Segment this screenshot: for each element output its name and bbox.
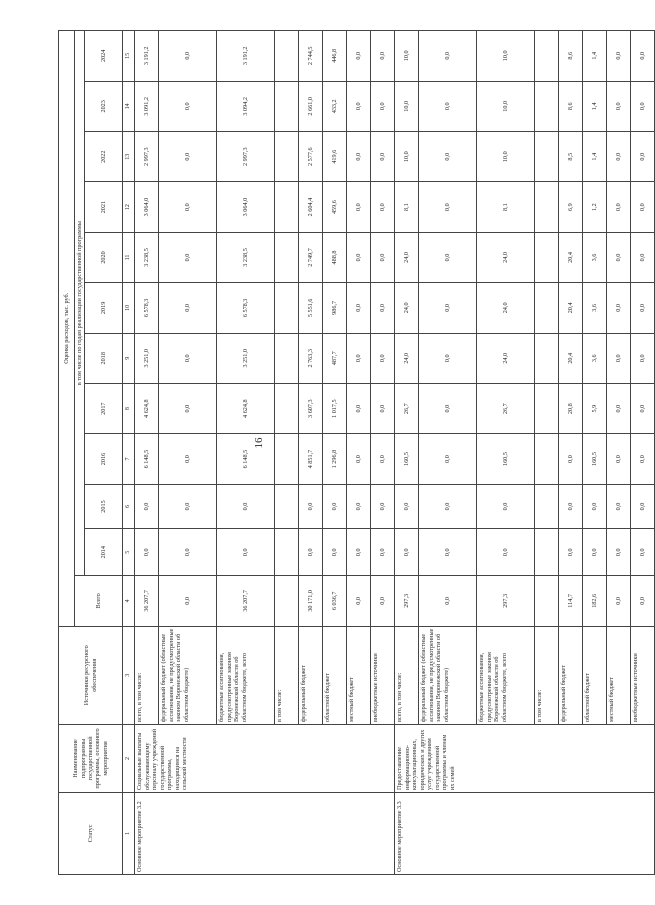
header-year-8: 2022 — [85, 132, 123, 182]
total-cell: 30 171,0 — [299, 576, 323, 626]
funding-source-cell: внебюджетные источники — [631, 626, 655, 724]
value-cell — [535, 31, 559, 82]
header-program-name: Наименование подпрограммы государственной программы, основного мероприятия — [59, 724, 123, 792]
value-cell: 0,0 — [347, 434, 371, 484]
column-index-2: 3 — [123, 626, 135, 724]
header-funding-source: Источники ресурсного обеспечения — [59, 626, 123, 724]
column-index-6: 7 — [123, 434, 135, 484]
value-cell: 0,0 — [607, 283, 631, 333]
value-cell: 0,0 — [419, 283, 477, 333]
value-cell: 0,0 — [607, 132, 631, 182]
value-cell: 0,0 — [631, 283, 655, 333]
value-cell: 2 577,6 — [299, 132, 323, 182]
document-table-wrapper — [58, 30, 647, 875]
value-cell: 0,0 — [135, 484, 159, 529]
status-cell: Основное мероприятие 3.3 — [395, 792, 655, 874]
value-cell: 8,6 — [559, 81, 583, 131]
value-cell: 6 148,5 — [135, 434, 159, 484]
column-index-4: 5 — [123, 529, 135, 576]
value-cell: 0,0 — [607, 383, 631, 433]
value-cell — [275, 333, 299, 383]
value-cell: 3 191,2 — [217, 31, 275, 82]
column-index-0: 1 — [123, 792, 135, 874]
page-number: 16 — [253, 437, 265, 449]
value-cell: 0,0 — [159, 383, 217, 433]
value-cell: 0,0 — [347, 232, 371, 282]
value-cell: 0,0 — [419, 232, 477, 282]
value-cell: 24,0 — [477, 333, 535, 383]
value-cell: 0,0 — [607, 31, 631, 82]
value-cell: 433,2 — [323, 81, 347, 131]
value-cell: 2 749,7 — [299, 232, 323, 282]
header-year-3: 2017 — [85, 383, 123, 433]
funding-source-cell: местный бюджет — [347, 626, 371, 724]
value-cell — [275, 434, 299, 484]
value-cell — [535, 232, 559, 282]
value-cell: 0,0 — [631, 333, 655, 383]
value-cell: 0,0 — [159, 81, 217, 131]
value-cell: 3 607,3 — [299, 383, 323, 433]
funding-source-cell: федеральный бюджет (областные ассигнования, не предусмотренные законом Воронежской области об областном бюджете) — [159, 626, 217, 724]
funding-source-cell: в том числе: — [535, 626, 559, 724]
value-cell: 0,0 — [631, 31, 655, 82]
value-cell: 20,4 — [559, 232, 583, 282]
value-cell: 0,0 — [299, 484, 323, 529]
value-cell: 0,0 — [419, 31, 477, 82]
value-cell: 0,0 — [607, 434, 631, 484]
value-cell: 26,7 — [477, 383, 535, 433]
value-cell: 1,2 — [583, 182, 607, 232]
value-cell: 20,8 — [559, 383, 583, 433]
header-year-6: 2020 — [85, 232, 123, 282]
value-cell: 160,5 — [395, 434, 419, 484]
value-cell — [275, 182, 299, 232]
value-cell: 2 763,3 — [299, 333, 323, 383]
value-cell — [535, 132, 559, 182]
value-cell: 1 296,8 — [323, 434, 347, 484]
value-cell: 20,4 — [559, 283, 583, 333]
header-expenses-group: Оценка расходов, тыс. руб. — [59, 31, 75, 627]
total-cell: 6 036,7 — [323, 576, 347, 626]
value-cell: 5 551,6 — [299, 283, 323, 333]
total-cell: 36 207,7 — [217, 576, 275, 626]
header-year-7: 2021 — [85, 182, 123, 232]
value-cell: 0,0 — [419, 434, 477, 484]
program-name-cell: Предоставление информационно-консультационных, юридических и других услуг учреждениям государственной программы и членам их семей — [395, 724, 655, 792]
total-cell: 0,0 — [159, 576, 217, 626]
value-cell: 0,0 — [323, 484, 347, 529]
total-cell: 114,7 — [559, 576, 583, 626]
value-cell: 0,0 — [607, 182, 631, 232]
column-index-7: 8 — [123, 383, 135, 433]
header-total: Всего — [75, 576, 123, 626]
value-cell: 0,0 — [607, 484, 631, 529]
funding-source-cell: всего, в том числе: — [395, 626, 419, 724]
column-index-9: 10 — [123, 283, 135, 333]
value-cell: 6,9 — [559, 182, 583, 232]
funding-source-cell: федеральный бюджет — [559, 626, 583, 724]
value-cell: 3 091,2 — [135, 81, 159, 131]
value-cell: 3 191,2 — [135, 31, 159, 82]
value-cell: 0,0 — [371, 529, 395, 576]
value-cell: 0,0 — [371, 81, 395, 131]
value-cell: 419,6 — [323, 132, 347, 182]
value-cell: 0,0 — [607, 529, 631, 576]
value-cell: 0,0 — [419, 81, 477, 131]
value-cell: 0,0 — [419, 383, 477, 433]
total-cell: 297,3 — [395, 576, 419, 626]
value-cell: 0,0 — [419, 182, 477, 232]
funding-source-cell: федеральный бюджет (областные ассигнования, не предусмотренные законом Воронежской области об областном бюджете) — [419, 626, 477, 724]
value-cell: 3 064,0 — [217, 182, 275, 232]
value-cell: 0,0 — [135, 529, 159, 576]
value-cell: 0,0 — [371, 132, 395, 182]
value-cell: 160,5 — [583, 434, 607, 484]
total-cell: 36 207,7 — [135, 576, 159, 626]
total-cell: 0,0 — [631, 576, 655, 626]
column-index-3: 4 — [123, 576, 135, 626]
value-cell: 0,0 — [371, 484, 395, 529]
value-cell: 4 624,8 — [217, 383, 275, 433]
value-cell: 10,0 — [395, 31, 419, 82]
funding-source-cell: в том числе: — [275, 626, 299, 724]
value-cell: 0,0 — [631, 484, 655, 529]
value-cell: 0,0 — [607, 333, 631, 383]
total-cell — [535, 576, 559, 626]
funding-source-cell: бюджетные ассигнования, предусмотренные законом Воронежской области об областном бюджете, всего — [217, 626, 275, 724]
value-cell: 3,6 — [583, 333, 607, 383]
value-cell: 24,0 — [395, 333, 419, 383]
value-cell — [535, 484, 559, 529]
value-cell: 6 578,3 — [135, 283, 159, 333]
value-cell: 0,0 — [371, 333, 395, 383]
value-cell: 0,0 — [559, 484, 583, 529]
value-cell: 0,0 — [217, 529, 275, 576]
value-cell: 1,4 — [583, 132, 607, 182]
column-index-12: 13 — [123, 132, 135, 182]
value-cell: 459,6 — [323, 182, 347, 232]
value-cell — [535, 182, 559, 232]
value-cell: 0,0 — [371, 283, 395, 333]
total-cell: 297,3 — [477, 576, 535, 626]
header-year-4: 2018 — [85, 333, 123, 383]
value-cell: 3 238,5 — [135, 232, 159, 282]
value-cell: 0,0 — [347, 283, 371, 333]
value-cell: 487,7 — [323, 333, 347, 383]
value-cell: 8,1 — [477, 182, 535, 232]
value-cell — [275, 529, 299, 576]
value-cell: 0,0 — [419, 333, 477, 383]
value-cell: 10,0 — [395, 81, 419, 131]
value-cell: 0,0 — [347, 31, 371, 82]
value-cell: 4 851,7 — [299, 434, 323, 484]
value-cell: 0,0 — [631, 232, 655, 282]
total-cell: 0,0 — [371, 576, 395, 626]
value-cell: 0,0 — [217, 484, 275, 529]
value-cell — [275, 232, 299, 282]
total-cell: 182,6 — [583, 576, 607, 626]
value-cell: 0,0 — [159, 283, 217, 333]
value-cell — [275, 383, 299, 433]
funding-source-cell: областной бюджет — [583, 626, 607, 724]
value-cell: 10,0 — [477, 31, 535, 82]
value-cell: 3,6 — [583, 283, 607, 333]
value-cell — [535, 283, 559, 333]
value-cell: 160,5 — [477, 434, 535, 484]
header-expenses-subgroup: в том числе по годам реализации государственной программы — [75, 31, 85, 576]
value-cell: 0,0 — [347, 383, 371, 433]
header-year-1: 2015 — [85, 484, 123, 529]
value-cell: 0,0 — [631, 383, 655, 433]
value-cell: 0,0 — [159, 132, 217, 182]
funding-source-cell: бюджетные ассигнования, предусмотренные законом Воронежской области об областном бюджете, всего — [477, 626, 535, 724]
value-cell: 8,1 — [395, 182, 419, 232]
value-cell: 1 017,5 — [323, 383, 347, 433]
value-cell: 0,0 — [607, 232, 631, 282]
value-cell: 0,0 — [631, 132, 655, 182]
value-cell: 0,0 — [371, 383, 395, 433]
table-row — [395, 31, 419, 875]
value-cell: 0,0 — [419, 484, 477, 529]
value-cell: 3 238,5 — [217, 232, 275, 282]
value-cell: 10,0 — [477, 132, 535, 182]
status-cell: Основное мероприятие 3.2 — [135, 792, 395, 874]
value-cell: 2 604,4 — [299, 182, 323, 232]
value-cell: 5,9 — [583, 383, 607, 433]
value-cell: 0,0 — [583, 484, 607, 529]
value-cell: 0,0 — [419, 132, 477, 182]
value-cell: 0,0 — [607, 81, 631, 131]
funding-source-cell: областной бюджет — [323, 626, 347, 724]
header-year-10: 2024 — [85, 31, 123, 82]
value-cell: 6 578,3 — [217, 283, 275, 333]
header-status: Статус — [59, 792, 123, 874]
value-cell: 8,6 — [559, 31, 583, 82]
header-year-9: 2023 — [85, 81, 123, 131]
value-cell: 0,0 — [159, 182, 217, 232]
value-cell: 2 997,3 — [217, 132, 275, 182]
value-cell — [275, 31, 299, 82]
value-cell: 0,0 — [299, 529, 323, 576]
value-cell: 0,0 — [159, 434, 217, 484]
value-cell: 20,4 — [559, 333, 583, 383]
value-cell: 0,0 — [631, 529, 655, 576]
column-index-13: 14 — [123, 81, 135, 131]
funding-source-cell: всего, в том числе: — [135, 626, 159, 724]
value-cell: 0,0 — [347, 529, 371, 576]
value-cell: 0,0 — [477, 529, 535, 576]
value-cell: 0,0 — [395, 529, 419, 576]
value-cell: 3 251,0 — [135, 333, 159, 383]
value-cell: 0,0 — [583, 529, 607, 576]
column-index-1: 2 — [123, 724, 135, 792]
value-cell: 2 661,0 — [299, 81, 323, 131]
value-cell: 0,0 — [559, 529, 583, 576]
column-index-10: 11 — [123, 232, 135, 282]
value-cell: 0,0 — [347, 484, 371, 529]
value-cell: 0,0 — [631, 434, 655, 484]
table-row — [135, 31, 159, 875]
budget-table — [58, 30, 655, 875]
total-cell: 0,0 — [419, 576, 477, 626]
value-cell: 3 094,2 — [217, 81, 275, 131]
column-index-14: 15 — [123, 31, 135, 82]
value-cell: 0,0 — [347, 333, 371, 383]
value-cell: 0,0 — [347, 182, 371, 232]
value-cell — [275, 484, 299, 529]
value-cell: 0,0 — [371, 232, 395, 282]
total-cell: 0,0 — [347, 576, 371, 626]
value-cell: 0,0 — [631, 81, 655, 131]
value-cell: 3,6 — [583, 232, 607, 282]
funding-source-cell: федеральный бюджет — [299, 626, 323, 724]
value-cell: 2 744,5 — [299, 31, 323, 82]
value-cell: 0,0 — [371, 31, 395, 82]
value-cell — [275, 81, 299, 131]
value-cell: 1,4 — [583, 81, 607, 131]
value-cell — [535, 383, 559, 433]
value-cell: 24,0 — [477, 232, 535, 282]
value-cell: 488,8 — [323, 232, 347, 282]
column-index-8: 9 — [123, 333, 135, 383]
column-index-5: 6 — [123, 484, 135, 529]
value-cell: 24,0 — [477, 283, 535, 333]
value-cell: 0,0 — [159, 333, 217, 383]
value-cell: 0,0 — [419, 529, 477, 576]
value-cell — [275, 132, 299, 182]
value-cell: 2 997,3 — [135, 132, 159, 182]
value-cell: 0,0 — [347, 81, 371, 131]
value-cell: 0,0 — [159, 31, 217, 82]
funding-source-cell: внебюджетные источники — [371, 626, 395, 724]
value-cell: 4 624,8 — [135, 383, 159, 433]
value-cell: 0,0 — [395, 484, 419, 529]
header-year-2: 2016 — [85, 434, 123, 484]
value-cell: 1,4 — [583, 31, 607, 82]
value-cell: 0,0 — [159, 484, 217, 529]
value-cell: 0,0 — [371, 182, 395, 232]
value-cell: 0,0 — [371, 434, 395, 484]
value-cell: 26,7 — [395, 383, 419, 433]
value-cell: 8,5 — [559, 132, 583, 182]
value-cell: 0,0 — [559, 434, 583, 484]
value-cell: 0,0 — [347, 132, 371, 182]
header-year-5: 2019 — [85, 283, 123, 333]
funding-source-cell: местный бюджет — [607, 626, 631, 724]
total-cell: 0,0 — [607, 576, 631, 626]
value-cell: 10,0 — [477, 81, 535, 131]
value-cell: 6 148,5 — [217, 434, 275, 484]
value-cell — [535, 333, 559, 383]
value-cell: 446,8 — [323, 31, 347, 82]
value-cell: 24,0 — [395, 232, 419, 282]
value-cell: 10,0 — [395, 132, 419, 182]
value-cell — [535, 529, 559, 576]
value-cell — [535, 81, 559, 131]
header-year-0: 2014 — [85, 529, 123, 576]
column-index-11: 12 — [123, 182, 135, 232]
value-cell: 3 251,0 — [217, 333, 275, 383]
program-name-cell: Социальные выплаты обслуживающему персоналу учреждений государственной программы, находящимся на сельской местности — [135, 724, 395, 792]
value-cell: 0,0 — [159, 529, 217, 576]
value-cell — [275, 283, 299, 333]
value-cell: 0,0 — [631, 182, 655, 232]
value-cell: 986,7 — [323, 283, 347, 333]
value-cell: 24,0 — [395, 283, 419, 333]
value-cell: 0,0 — [323, 529, 347, 576]
value-cell: 3 064,0 — [135, 182, 159, 232]
value-cell: 0,0 — [159, 232, 217, 282]
value-cell — [535, 434, 559, 484]
total-cell — [275, 576, 299, 626]
value-cell: 0,0 — [477, 484, 535, 529]
